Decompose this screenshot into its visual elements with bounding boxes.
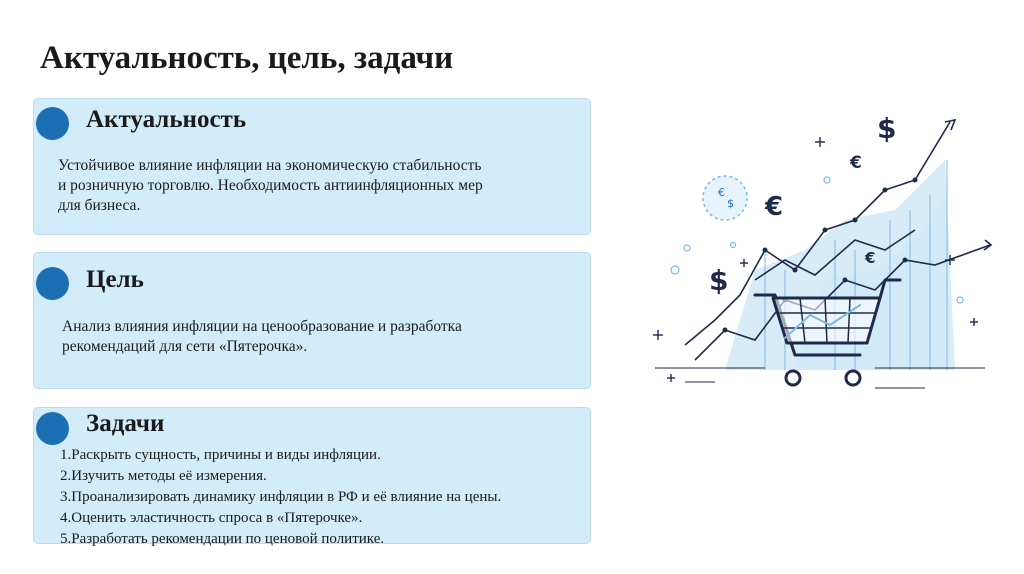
dollar-icon: $ [709, 264, 729, 297]
goal-text: Анализ влияния инфляции на ценообразование и разработка рекомендаций для сети «Пятерочка». [62, 318, 462, 355]
tasks-heading: Задачи [86, 410, 165, 437]
list-item: 5.Разработать рекомендации по ценовой политике. [60, 531, 385, 547]
tasks-list [60, 445, 501, 550]
bullet-icon [36, 412, 69, 445]
list-item: 1.Раскрыть сущность, причины и виды инфляции. [60, 447, 381, 463]
bullet-icon [36, 107, 69, 140]
bullet-icon [36, 267, 69, 300]
euro-icon: € [765, 192, 784, 222]
euro-icon: € [850, 153, 862, 173]
tasks-card [33, 407, 591, 547]
euro-symbol: € [718, 186, 725, 199]
list-item: 2.Изучить методы её измерения. [60, 468, 267, 484]
euro-icon: € [865, 249, 876, 267]
dollar-symbol: $ [727, 197, 734, 210]
relevance-text: Устойчивое влияние инфляции на экономическую стабильность и розничную торговлю. Необходимость антиинфляционных мер для бизнеса. [58, 157, 483, 214]
ground-lines [655, 368, 985, 388]
list-item: 4.Оценить эластичность спроса в «Пятерочке». [60, 510, 363, 526]
goal-heading: Цель [86, 266, 144, 293]
coin-icon [703, 176, 747, 220]
dollar-icon: $ [877, 112, 897, 145]
inflation-illustration [645, 100, 995, 400]
relevance-card [33, 98, 591, 235]
page-title: Актуальность, цель, задачи [40, 40, 454, 76]
list-item: 3.Проанализировать динамику инфляции в РФ и её влияние на цены. [60, 489, 502, 505]
goal-card [33, 252, 591, 389]
relevance-heading: Актуальность [86, 106, 247, 133]
